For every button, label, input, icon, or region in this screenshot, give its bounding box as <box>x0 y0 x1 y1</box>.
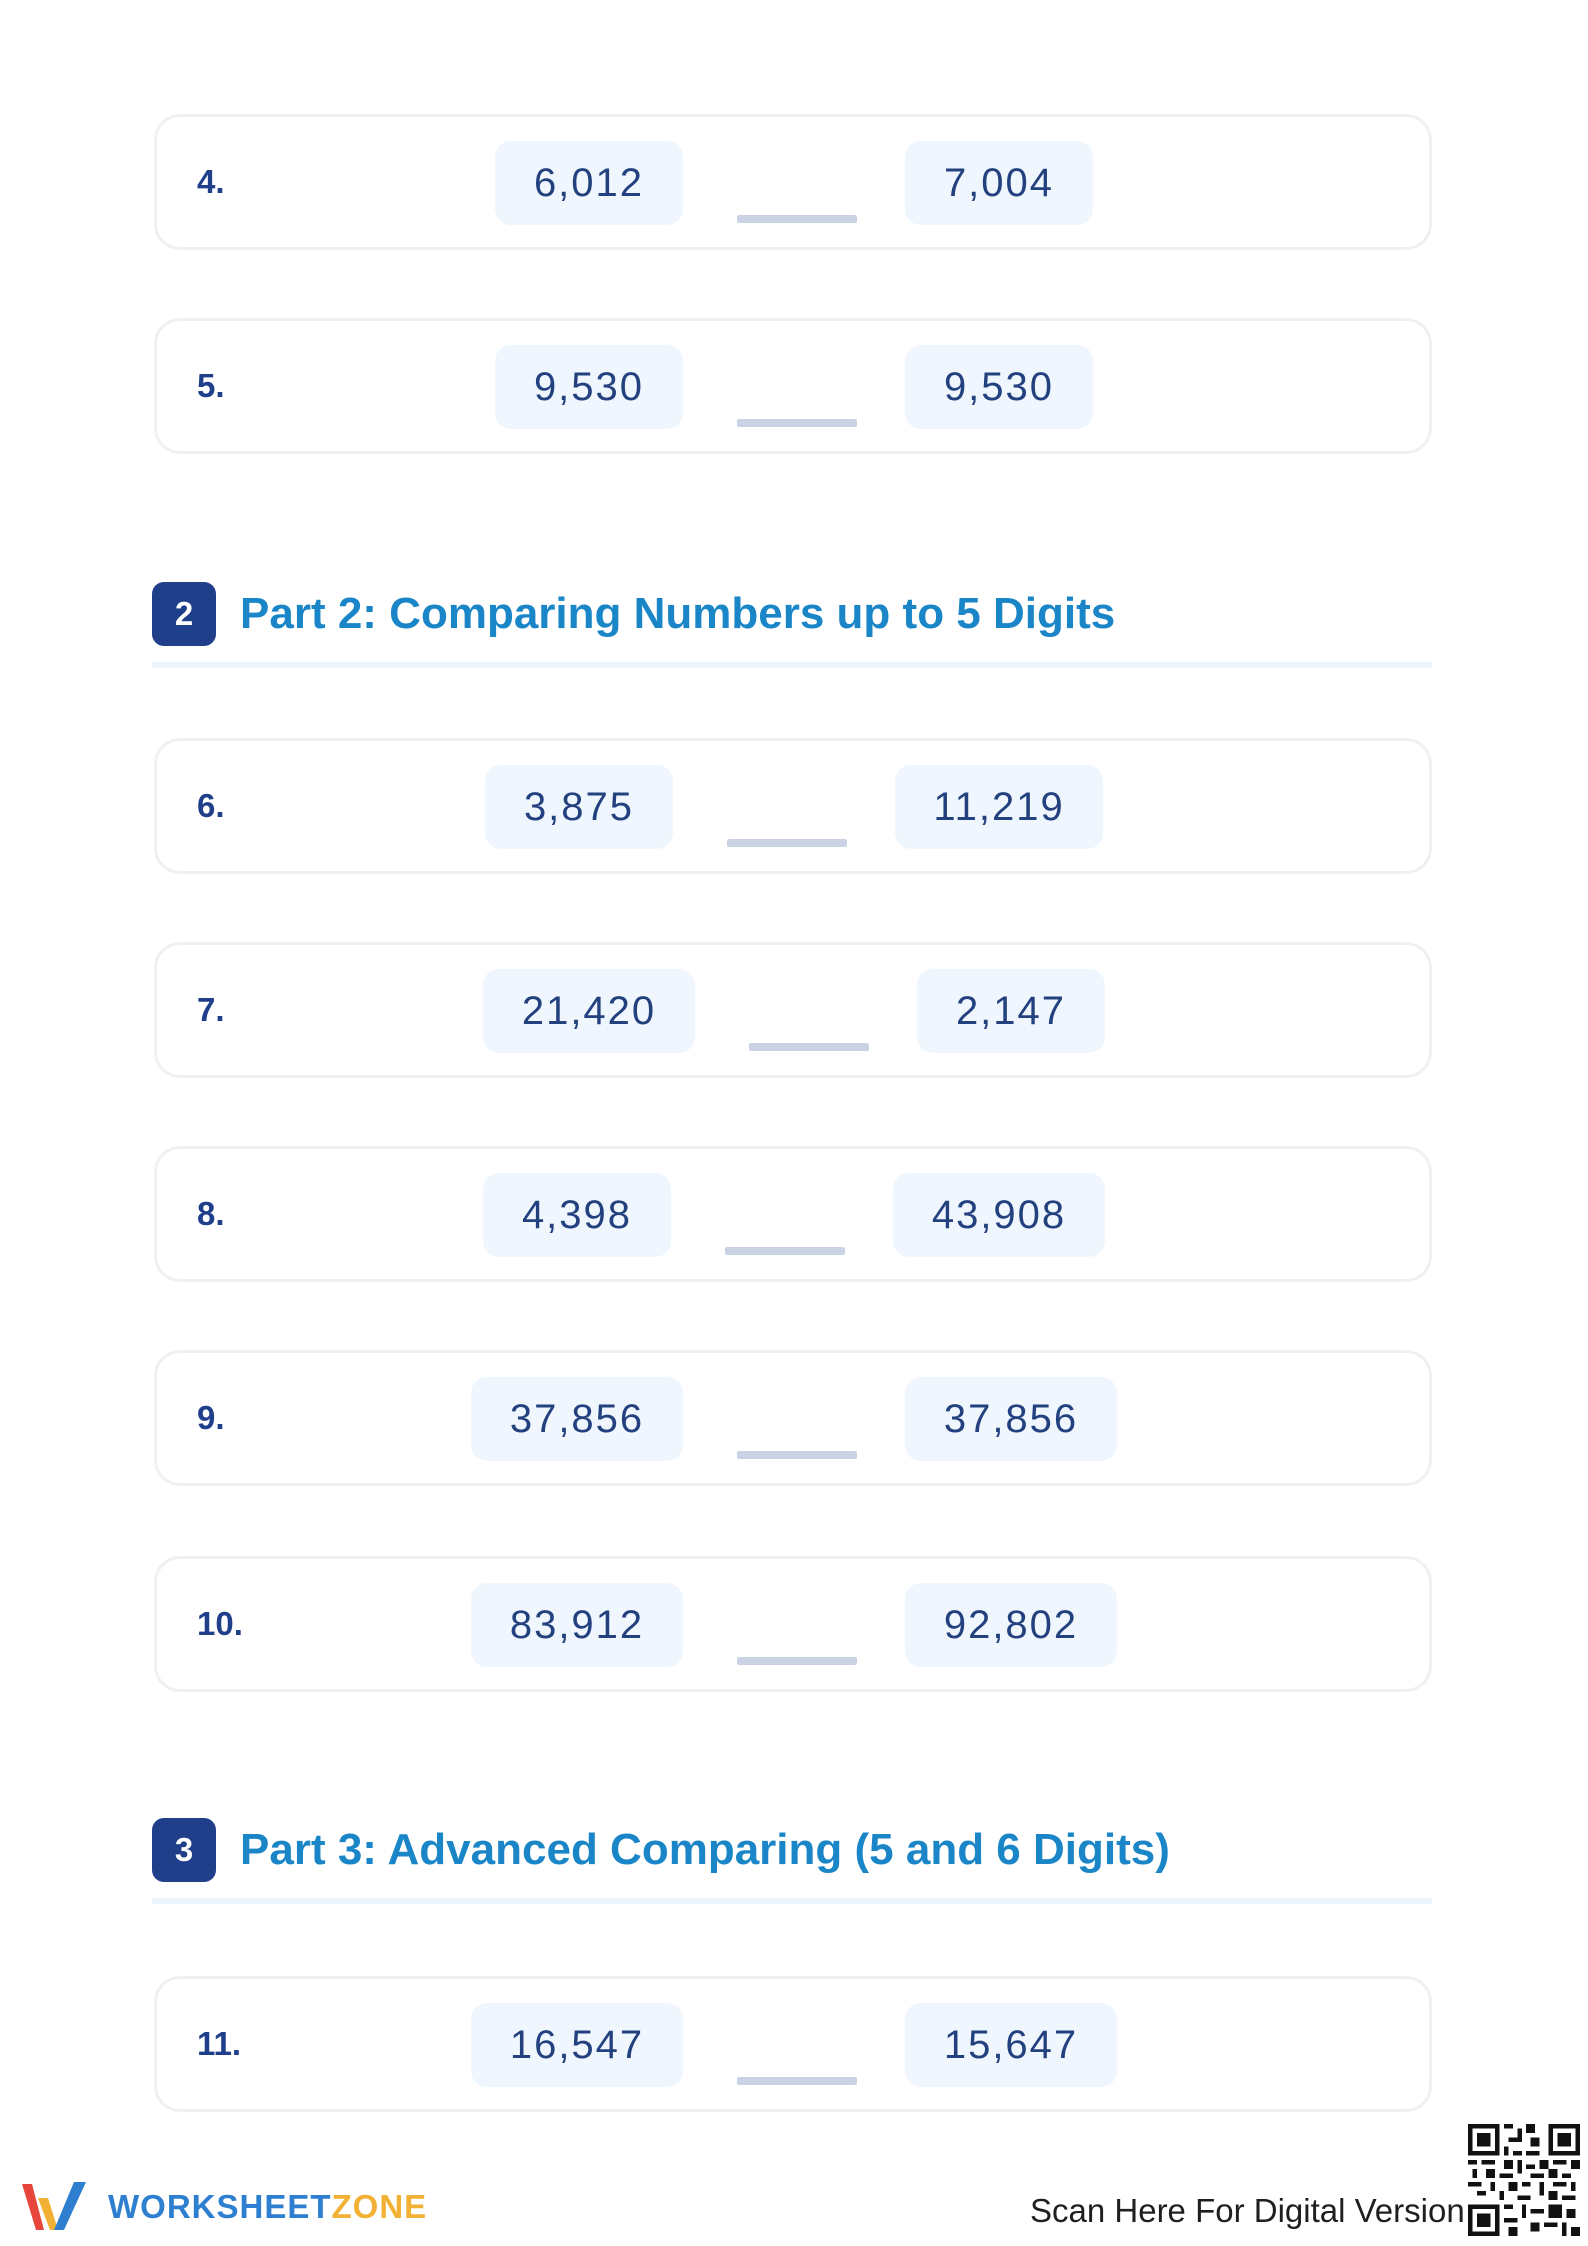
question-row-5 <box>154 318 1432 454</box>
worksheetzone-logo[interactable] <box>18 2172 427 2242</box>
answer-blank[interactable] <box>725 1247 845 1255</box>
right-number-box: 43,908 <box>893 1173 1105 1257</box>
right-number-box: 7,004 <box>905 141 1093 225</box>
question-row-9 <box>154 1350 1432 1486</box>
answer-blank[interactable] <box>737 215 857 223</box>
answer-blank[interactable] <box>737 1657 857 1665</box>
right-number-box: 11,219 <box>895 765 1103 849</box>
logo-w-icon <box>18 2178 94 2236</box>
right-number-box: 2,147 <box>917 969 1105 1053</box>
section-divider <box>152 662 1432 668</box>
question-number: 9. <box>197 1399 225 1436</box>
question-row-7 <box>154 942 1432 1078</box>
logo-text-zone: ZONE <box>331 2188 428 2225</box>
question-row-6 <box>154 738 1432 874</box>
answer-blank[interactable] <box>727 839 847 847</box>
scan-caption: Scan Here For Digital Version <box>1030 2192 1465 2229</box>
right-number-box: 92,802 <box>905 1583 1117 1667</box>
right-number-box: 15,647 <box>905 2003 1117 2087</box>
left-number-box: 4,398 <box>483 1173 671 1257</box>
left-number-box: 21,420 <box>483 969 695 1053</box>
answer-blank[interactable] <box>749 1043 869 1051</box>
section-badge: 2 <box>152 582 216 646</box>
section-badge: 3 <box>152 1818 216 1882</box>
left-number-box: 37,856 <box>471 1377 683 1461</box>
question-number: 4. <box>197 163 225 200</box>
left-number-box: 83,912 <box>471 1583 683 1667</box>
section-divider <box>152 1898 1432 1904</box>
left-number-box: 3,875 <box>485 765 673 849</box>
right-number-box: 37,856 <box>905 1377 1117 1461</box>
question-row-8 <box>154 1146 1432 1282</box>
question-row-4 <box>154 114 1432 250</box>
qr-code-icon[interactable] <box>1468 2124 1580 2236</box>
logo-text-worksheet: WORKSHEET <box>108 2188 332 2225</box>
answer-blank[interactable] <box>737 1451 857 1459</box>
question-number: 6. <box>197 787 225 824</box>
question-row-11 <box>154 1976 1432 2112</box>
left-number-box: 16,547 <box>471 2003 683 2087</box>
answer-blank[interactable] <box>737 419 857 427</box>
question-number: 11. <box>197 2025 242 2062</box>
section-title: Part 3: Advanced Comparing (5 and 6 Digits) <box>240 1825 1170 1874</box>
right-number-box: 9,530 <box>905 345 1093 429</box>
question-number: 7. <box>197 991 225 1028</box>
question-number: 8. <box>197 1195 225 1232</box>
left-number-box: 9,530 <box>495 345 683 429</box>
section-title: Part 2: Comparing Numbers up to 5 Digits <box>240 589 1116 638</box>
answer-blank[interactable] <box>737 2077 857 2085</box>
logo-wordmark <box>108 2188 427 2226</box>
question-number: 5. <box>197 367 225 404</box>
question-row-10 <box>154 1556 1432 1692</box>
left-number-box: 6,012 <box>495 141 683 225</box>
question-number: 10. <box>197 1605 243 1642</box>
